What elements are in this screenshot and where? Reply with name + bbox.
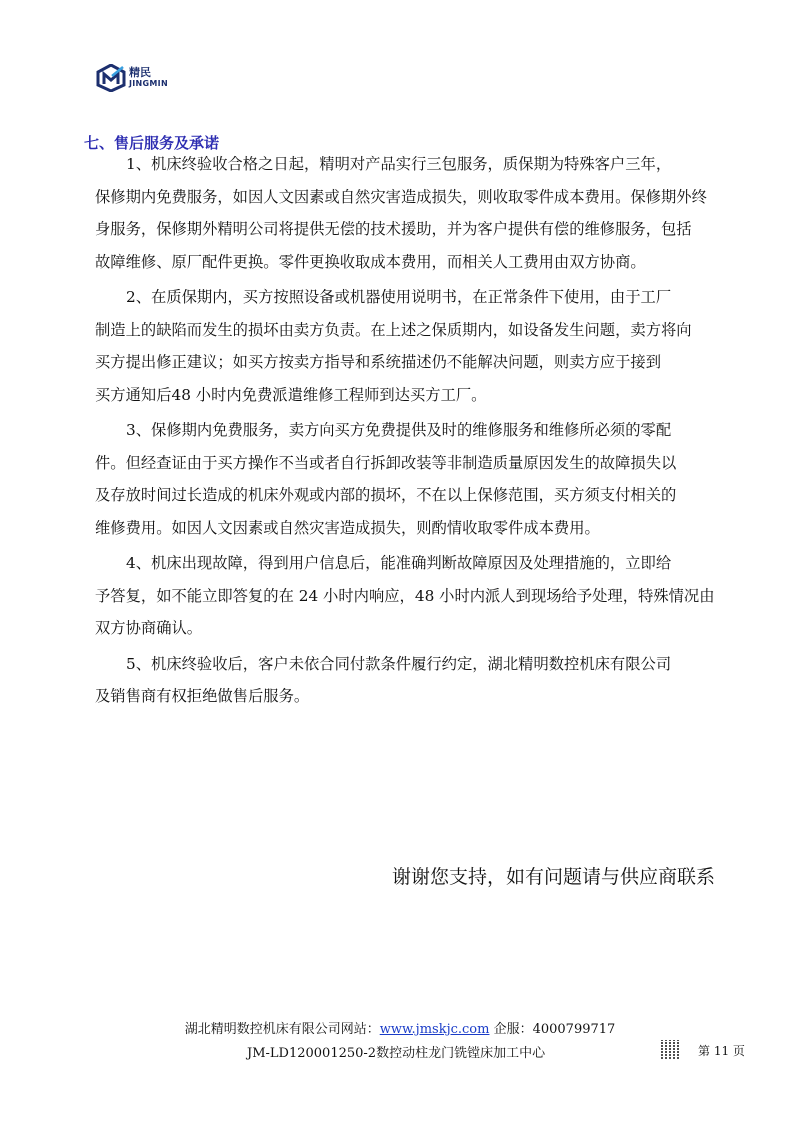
logo-en: JINGMIN xyxy=(129,79,168,88)
text-line: 1、机床终验收合格之日起，精明对产品实行三包服务，质保期为特殊客户三年， xyxy=(126,155,672,173)
paragraph-3 xyxy=(95,414,735,544)
footer-contact xyxy=(0,1018,800,1037)
qr-code-icon xyxy=(661,1040,680,1059)
paragraph-2 xyxy=(95,281,735,411)
company-logo xyxy=(96,63,196,93)
paragraph-4 xyxy=(95,547,735,645)
closing-note: 谢谢您支持，如有问题请与供应商联系 xyxy=(391,866,715,888)
logo-cn: 精民 xyxy=(129,66,151,79)
text-line: 维修费用。如因人文因素或自然灾害造成损失，则酌情收取零件成本费用。 xyxy=(95,518,600,537)
section-body xyxy=(95,148,735,716)
paragraph-5 xyxy=(95,648,735,713)
text-line: 5、机床终验收后，客户未依合同付款条件履行约定，湖北精明数控机床有限公司 xyxy=(126,654,672,673)
text-line: 予答复，如不能立即答复的在 24 小时内响应，48 小时内派人到现场给予处理，特殊情况由 xyxy=(95,586,715,605)
text-line: 及存放时间过长造成的机床外观或内部的损坏，不在以上保修范围，买方须支付相关的 xyxy=(95,486,677,504)
text-line: 买方通知后48 小时内免费派遣维修工程师到达买方工厂。 xyxy=(95,385,487,404)
text-line: 买方提出修正建议；如买方按卖方指导和系统描述仍不能解决问题，则卖方应于接到 xyxy=(95,353,661,371)
text-line: 保修期内免费服务，如因人文因素或自然灾害造成损失，则收取零件成本费用。保修期外终 xyxy=(95,187,707,206)
jingmin-logo-icon xyxy=(96,64,126,92)
text-line: 3、保修期内免费服务，卖方向买方免费提供及时的维修服务和维修所必须的零配 xyxy=(126,421,672,439)
website-link[interactable]: www.jmskjc.com xyxy=(379,1022,490,1037)
text-line: 制造上的缺陷而发生的损坏由卖方负责。在上述之保质期内，如设备发生问题，卖方将向 xyxy=(95,320,692,339)
text-line: 故障维修、原厂配件更换。零件更换收取成本费用，而相关人工费用由双方协商。 xyxy=(95,252,646,271)
text-line: 身服务，保修期外精明公司将提供无偿的技术援助，并为客户提供有偿的维修服务，包括 xyxy=(95,220,692,238)
text-line: 4、机床出现故障，得到用户信息后，能准确判断故障原因及处理措施的，立即给 xyxy=(126,554,672,572)
text-line: 双方协商确认。 xyxy=(95,619,203,637)
text-line: 及销售商有权拒绝做售后服务。 xyxy=(95,687,310,705)
section-heading: 七、售后服务及承诺 xyxy=(84,134,220,152)
paragraph-1 xyxy=(95,148,735,278)
footer-company: 湖北精明数控机床有限公司网站： xyxy=(184,1022,380,1037)
page-number: 第 11 页 xyxy=(698,1044,745,1058)
footer-doc-title: JM-LD120001250-2数控动柱龙门铣镗床加工中心 xyxy=(247,1046,546,1061)
footer-service: 企服：4000799717 xyxy=(489,1022,616,1037)
text-line: 件。但经查证由于买方操作不当或者自行拆卸改装等非制造质量原因发生的故障损失以 xyxy=(95,453,677,472)
text-line: 2、在质保期内，买方按照设备或机器使用说明书，在正常条件下使用，由于工厂 xyxy=(126,288,672,306)
